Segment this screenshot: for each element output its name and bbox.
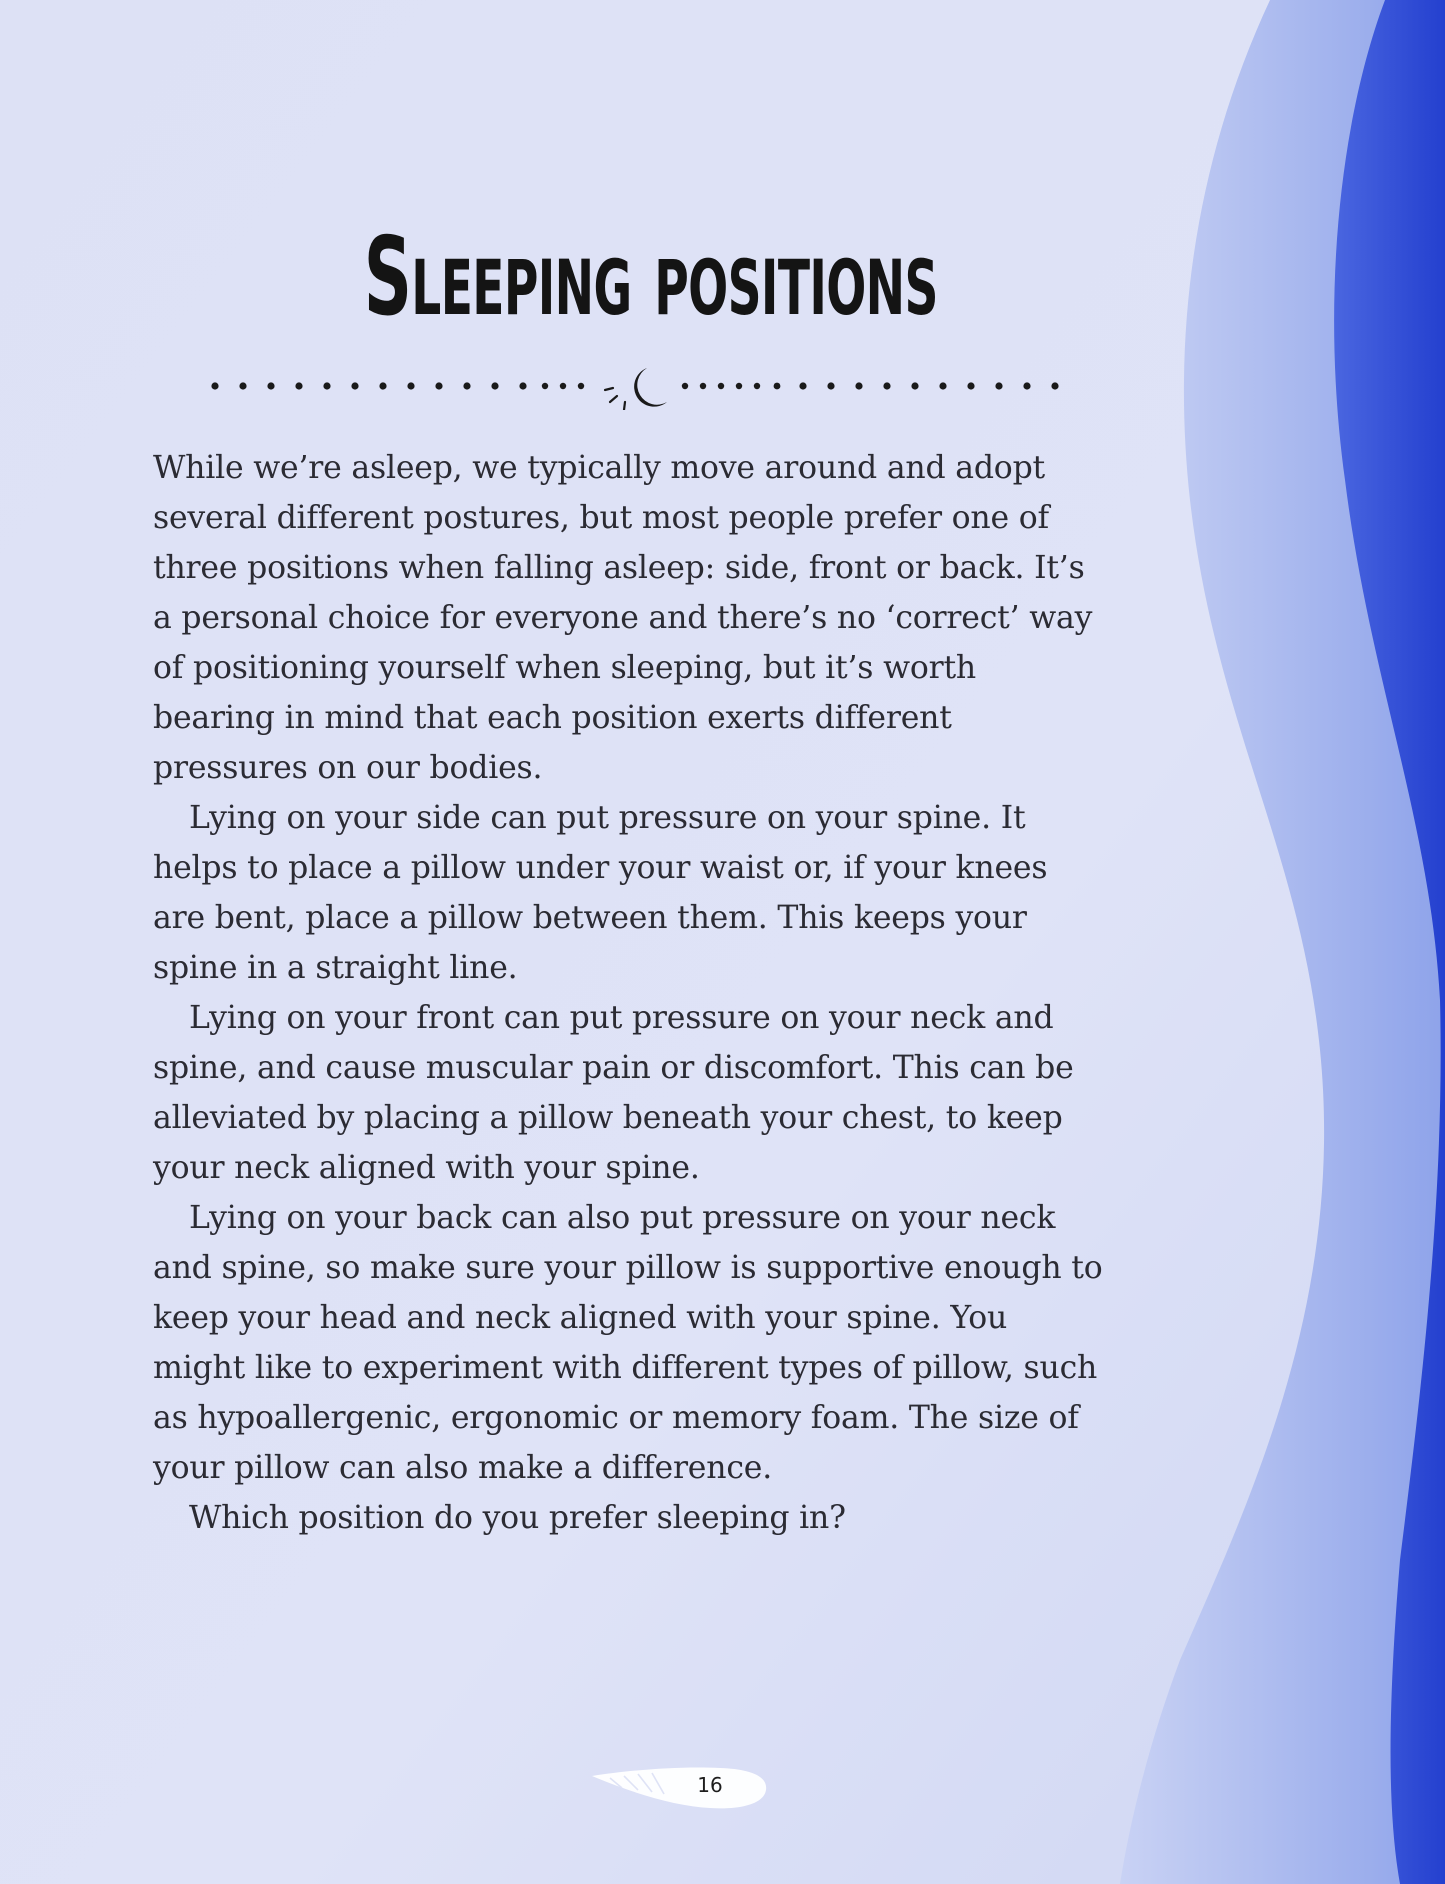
body-text <box>153 443 1103 1543</box>
paragraph-side: Lying on your side can put pressure on your spine. It helps to place a pillow under your waist or, if your knees are bent, place a pillow between them. This keeps your spine in a straight line. <box>153 800 1048 986</box>
page-title: Sleeping positions <box>363 215 938 340</box>
paragraph-front: Lying on your front can put pressure on your neck and spine, and cause muscular pain or discomfort. This can be alleviated by placing a pillow beneath your chest, to keep your neck aligned with your spine. <box>153 1000 1074 1186</box>
paragraph-intro: While we’re asleep, we typically move around and adopt several different postures, but most people prefer one of three positions when falling asleep: side, front or back. It’s a personal choice for everyone and there’s no ‘correct’ way of positioning yourself when sleeping, but it’s worth bearing in mind that each position exerts different pressures on our bodies. <box>153 450 1093 786</box>
paragraph-back: Lying on your back can also put pressure on your neck and spine, so make sure your pillow is supportive enough to keep your head and neck aligned with your spine. You might like to experiment with different types of pillow, such as hypoallergenic, ergonomic or memory foam. The size of your pillow can also make a difference. <box>153 1200 1103 1486</box>
paragraph-question: Which position do you prefer sleeping in? <box>189 1500 846 1536</box>
page-number: 16 <box>697 1773 723 1797</box>
dotted-divider <box>205 350 1075 410</box>
crescent-moon-icon <box>605 368 667 410</box>
